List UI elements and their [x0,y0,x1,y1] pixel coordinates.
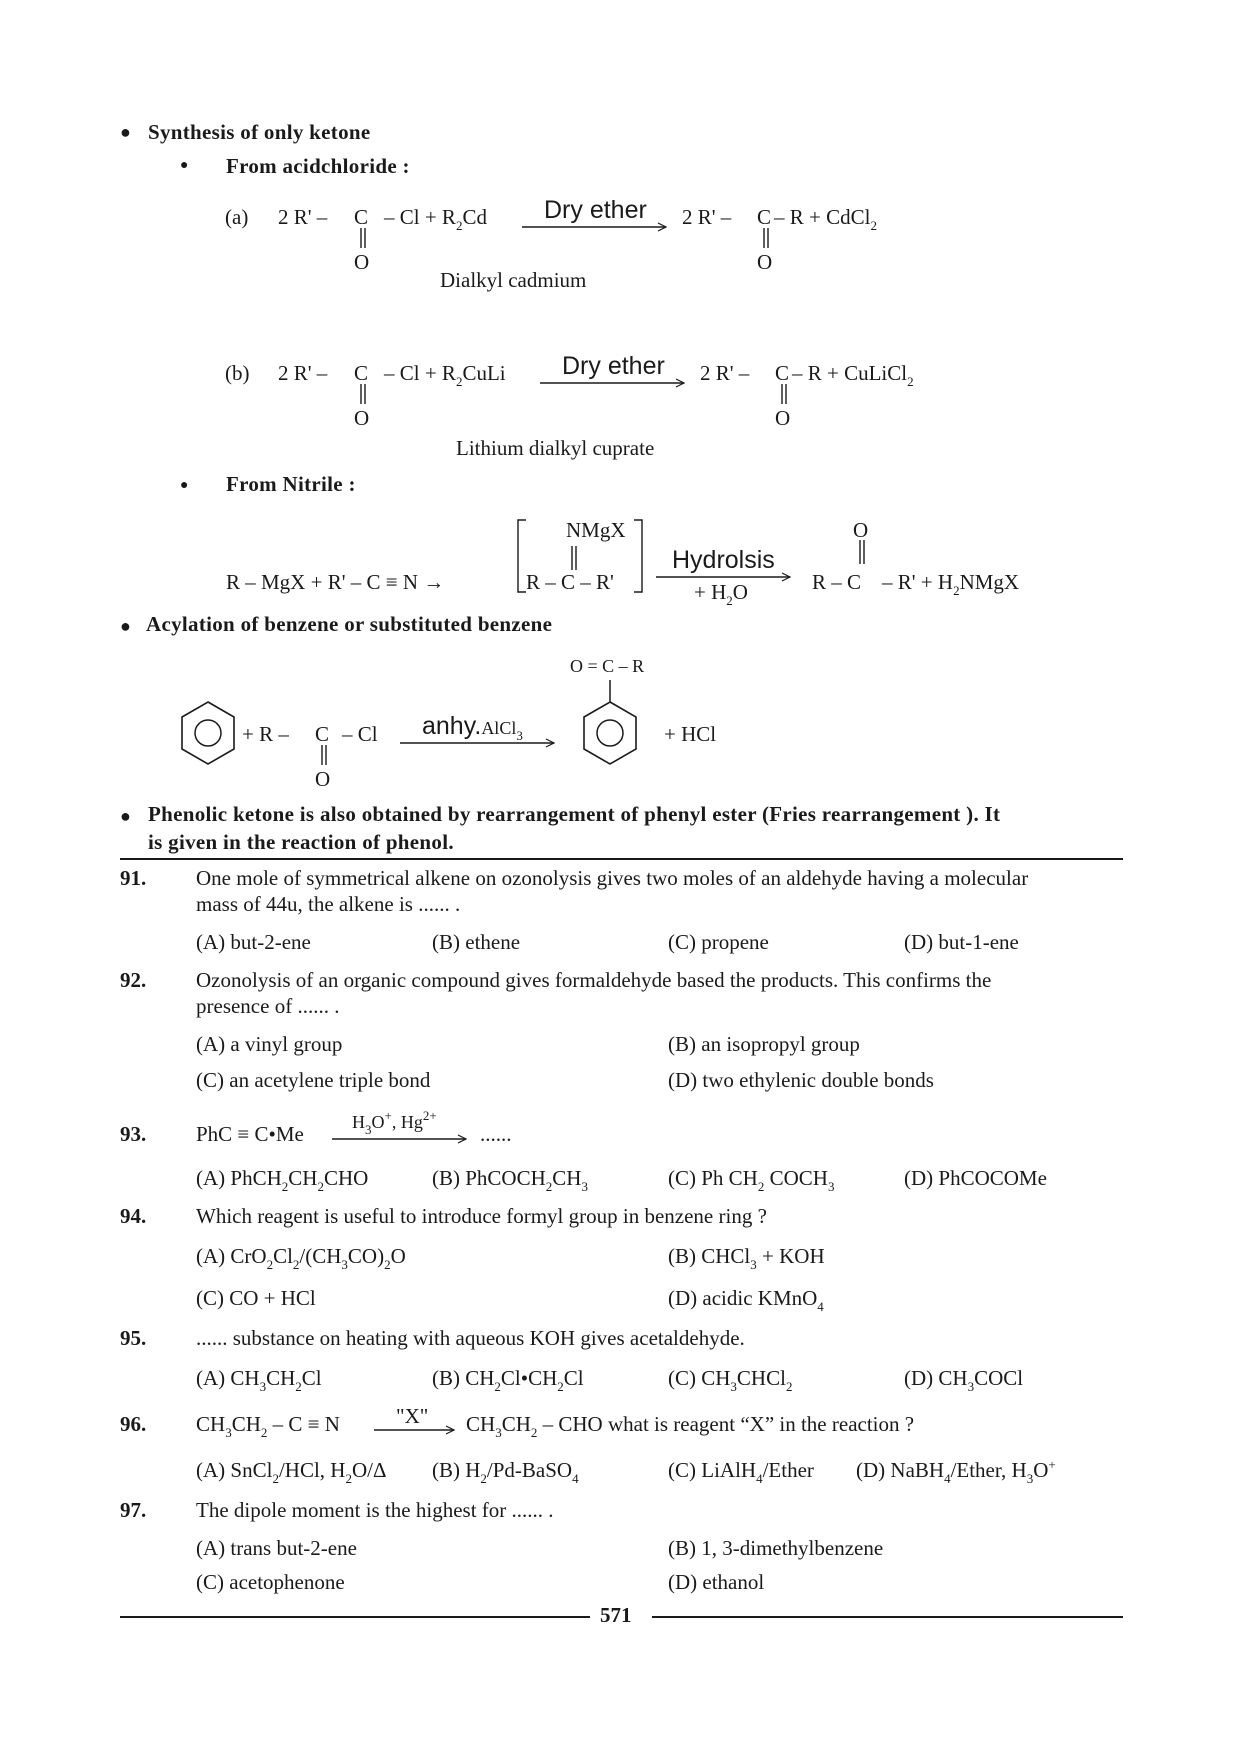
heading-ketone: Synthesis of only ketone [148,120,371,144]
benzene-icon [178,700,238,768]
arrow-label: Dry ether [544,196,647,224]
option-a[interactable]: (A) $CrO_2Cl_2/(CH_3CO)_2O$ [196,1244,406,1272]
chloride: – Cl [342,722,378,746]
bullet: ● [120,806,131,826]
option-a[interactable]: (A) $PhCH_2CH_2CHO$ [196,1166,369,1194]
product-text: ...... [480,1122,512,1146]
oxygen: O [853,518,869,542]
option-b[interactable]: (B) 1, 3-dimethylbenzene [668,1536,884,1560]
option-d[interactable]: (D) but-1-ene [904,930,1019,954]
option-c[interactable]: (C) an acetylene triple bond [196,1068,431,1092]
imine-carbon: R – C – R' [526,570,614,594]
arrow-label: Hydrolsis [672,546,775,574]
reactant-text-2: – $Cl + R_2Cd$ [384,205,487,233]
subheading-nitrile: From Nitrile : [226,472,356,496]
caption-dialkyl-cadmium: Dialkyl cadmium [440,268,587,292]
oxygen: O [775,406,791,430]
question-number: 94. [120,1204,147,1228]
arrow-sub-label: + $H_2O$ [694,580,748,608]
bullet: ● [180,478,189,493]
question-text: Ozonolysis of an organic compound gives formaldehyde based the products. This confirms the [196,968,992,992]
heading-acylation: Acylation of benzene or substituted benzene [146,612,553,636]
fries-text: Phenolic ketone is also obtained by rearrangement of phenyl ester (Fries rearrangement ). It [148,802,1001,826]
arrow-label: Dry ether [562,352,665,380]
option-a[interactable]: (A) trans but-2-ene [196,1536,357,1560]
question-number: 92. [120,968,147,992]
question-number: 91. [120,866,147,890]
carbonyl-carbon: C [775,361,790,385]
question-number: 93. [120,1122,147,1146]
reactant-text: $CH_3CH_2 - C \equiv N$ [196,1412,340,1440]
reactant-text: R – MgX + R' – C ≡ N → [226,570,445,594]
oxygen: O [354,250,370,274]
product-text: R – C [812,570,862,594]
oxygen: O [354,406,370,430]
option-d[interactable]: (D) $CH_3COCl$ [904,1366,1024,1394]
option-d[interactable]: (D) ethanol [668,1570,765,1594]
option-a[interactable]: (A) SnCl$_2$/HCl, $H_2O/\Delta$ [196,1458,387,1486]
option-b[interactable]: (B) $H_2/Pd-BaSO_4$ [432,1458,579,1486]
carbonyl-carbon: C [354,361,369,385]
product-tail: – $R' + H_2NMgX$ [882,570,1020,598]
question-text: One mole of symmetrical alkene on ozonolysis gives two moles of an aldehyde having a molecular [196,866,1029,890]
reaction-arrow [332,1134,472,1146]
arrow-label: "X" [396,1404,429,1428]
footer-rule-left [120,1616,590,1618]
question-text: presence of ...... . [196,994,340,1018]
question-number: 95. [120,1326,147,1350]
oxygen: O [757,250,773,274]
option-c[interactable]: (C) propene [668,930,769,954]
option-c[interactable]: (C) $CH_3CHCl_2$ [668,1366,793,1394]
question-number: 96. [120,1412,147,1436]
reaction-arrow [522,222,672,234]
product-text: $CH_3CH_2$ – CHO what is reagent “X” in the reaction ? [466,1412,915,1440]
option-b[interactable]: (B) CHCl$_3$ + KOH [668,1244,825,1272]
option-d[interactable]: (D) acidic KMnO$_4$ [668,1286,824,1314]
fries-text-2: is given in the reaction of phenol. [148,830,454,854]
option-c[interactable]: (C) acetophenone [196,1570,345,1594]
double-bond [358,228,368,252]
subheading-acid-chloride: From acidchloride : [226,154,410,178]
question-text: Which reagent is useful to introduce formyl group in benzene ring ? [196,1204,767,1228]
option-d[interactable]: (D) PhCOCOMe [904,1166,1047,1190]
double-bond [761,228,771,252]
option-c[interactable]: (C) CO + HCl [196,1286,316,1310]
carbonyl-carbon: C [315,722,330,746]
carbonyl-carbon: C [757,205,772,229]
option-b[interactable]: (B) an isopropyl group [668,1032,860,1056]
oxygen: O [315,767,331,791]
product-text: 2 R' – [682,205,732,229]
question-text: The dipole moment is the highest for ...... . [196,1498,554,1522]
double-bond [779,384,789,408]
reaction-arrow [374,1425,460,1437]
caption-lithium-cuprate: Lithium dialkyl cuprate [456,436,655,460]
product-text: 2 R' – [700,361,750,385]
option-d[interactable]: (D) NaBH$_4$/Ether, $H_3O^+$ [856,1457,1056,1486]
imine-group: NMgX [566,518,626,542]
arrow-label: anhy.AlCl$_3$ [422,712,523,743]
product-tail: – R + CdCl$_2$ [774,205,877,233]
arrow-label: $H_3O^+$, $Hg^{2+}$ [352,1108,437,1137]
reactant-text: 2 R' – [278,205,328,229]
reaction-arrow [400,738,560,750]
question-number: 97. [120,1498,147,1522]
reaction-arrow [540,378,690,390]
page-number: 571 [600,1603,632,1627]
question-text: mass of 44u, the alkene is ...... . [196,892,461,916]
option-a[interactable]: (A) a vinyl group [196,1032,343,1056]
footer-rule-right [652,1616,1123,1618]
benzene-icon [580,680,640,770]
option-b[interactable]: (B) $CH_2Cl•CH_2Cl$ [432,1366,584,1394]
bullet: ● [180,158,189,173]
bullet: ● [120,122,131,142]
double-bond [358,384,368,408]
option-c[interactable]: (C) LiAlH$_4$/Ether [668,1458,814,1486]
option-a[interactable]: (A) but-2-ene [196,930,311,954]
reactant-text-2: – $Cl + R_2CuLi$ [384,361,506,389]
reactant-text: + R – [242,722,289,746]
reactant-text: PhC ≡ C•Me [196,1122,304,1146]
option-a[interactable]: (A) $CH_3CH_2Cl$ [196,1366,322,1394]
option-b[interactable]: (B) ethene [432,930,521,954]
carbonyl-carbon: C [354,205,369,229]
double-bond [319,745,329,769]
option-c[interactable]: (C) Ph $CH_2$ $COCH_3$ [668,1166,835,1194]
bullet: ● [120,616,131,636]
double-bond [857,540,867,568]
label: (b) [225,361,250,385]
option-b[interactable]: (B) $PhCOCH_2CH_3$ [432,1166,588,1194]
acyl-group: O = C – R [570,656,645,676]
product-tail: – R + CuLiCl$_2$ [792,361,914,389]
option-d[interactable]: (D) two ethylenic double bonds [668,1068,934,1092]
divider [120,858,1123,860]
hcl-product: + HCl [664,722,717,746]
question-text: ...... substance on heating with aqueous KOH gives acetaldehyde. [196,1326,745,1350]
reactant-text: 2 R' – [278,361,328,385]
label: (a) [225,205,249,229]
